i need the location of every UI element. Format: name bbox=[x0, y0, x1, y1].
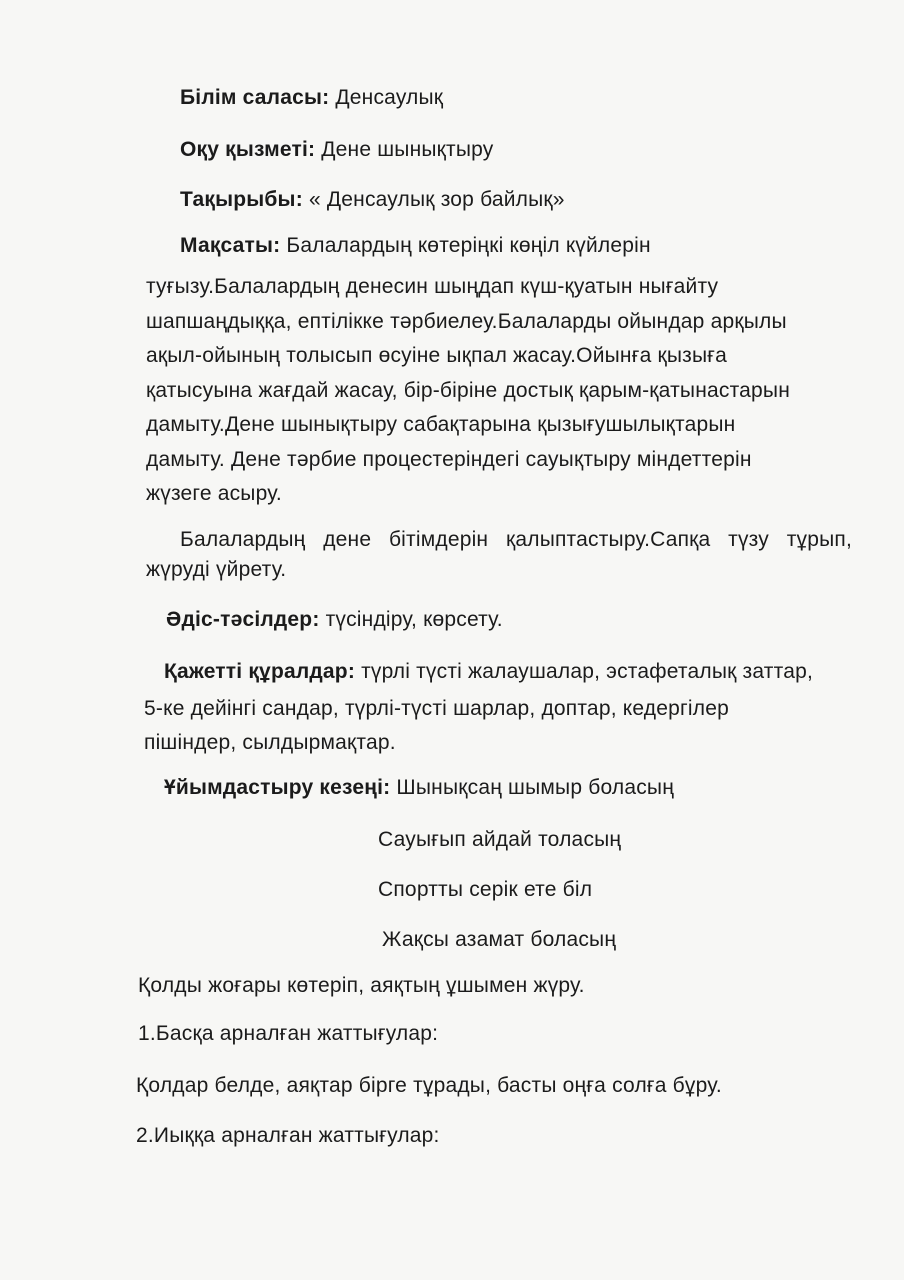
head-exercises-title: 1.Басқа арналған жаттығулар: bbox=[138, 1022, 439, 1045]
organization-line bbox=[164, 776, 674, 800]
organization-label: Ұйымдастыру кезеңі: bbox=[164, 776, 391, 799]
equipment-line: пішіндер, сылдырмақтар. bbox=[144, 731, 396, 754]
activity-label: Оқу қызметі: bbox=[180, 138, 316, 161]
shoulder-exercises-title: 2.Иыққа арналған жаттығулар: bbox=[136, 1124, 440, 1147]
methods-line bbox=[166, 608, 503, 632]
equipment-label: Қажетті құралдар: bbox=[164, 660, 356, 683]
topic-label: Тақырыбы: bbox=[180, 188, 303, 211]
goal-paragraph bbox=[146, 270, 858, 512]
goal-first-line bbox=[180, 234, 651, 258]
posture-line-1: Балалардың дене бітімдерін қалыптастыру.Сапқа түзу тұрып, bbox=[180, 528, 852, 551]
topic-value: « Денсаулық зор байлық» bbox=[308, 188, 565, 211]
equipment-first-text: түрлі түсті жалаушалар, эстафеталық заттар, bbox=[361, 660, 813, 683]
goal-first-text: Балалардың көтеріңкі көңіл күйлерін bbox=[286, 234, 651, 257]
methods-label: Әдіс-тәсілдер: bbox=[166, 608, 320, 631]
goal-line: шапшаңдыққа, ептілікке тәрбиелеу.Балаларды ойындар арқылы bbox=[146, 309, 787, 333]
goal-line: дамыту.Дене шынықтыру сабақтарына қызығушылықтарын bbox=[146, 413, 736, 436]
poem-line: Жақсы азамат боласың bbox=[382, 928, 617, 951]
activity-line bbox=[180, 138, 494, 162]
methods-value: түсіндіру, көрсету. bbox=[325, 608, 503, 631]
field-value: Денсаулық bbox=[335, 86, 444, 109]
equipment-line: 5-ке дейінгі сандар, түрлі-түсті шарлар, доптар, кедергілер bbox=[144, 697, 729, 720]
poem-line: Спортты серік ете біл bbox=[378, 878, 593, 901]
goal-line: дамыту. Дене тәрбие процестеріндегі сауықтыру міндеттерін bbox=[146, 447, 752, 471]
equipment-first-line bbox=[164, 660, 813, 684]
field-line bbox=[180, 86, 443, 110]
goal-label: Мақсаты: bbox=[180, 234, 281, 257]
poem-line: Шынықсаң шымыр боласың bbox=[396, 776, 675, 799]
poem-line: Сауығып айдай толасың bbox=[378, 828, 622, 851]
field-label: Білім саласы: bbox=[180, 86, 330, 109]
posture-line-2: жүруді үйрету. bbox=[146, 558, 287, 581]
activity-value: Дене шынықтыру bbox=[321, 138, 494, 161]
goal-line: ақыл-ойының толысып өсуіне ықпал жасау.Ойынға қызыға bbox=[146, 344, 728, 367]
goal-line: жүзеге асыру. bbox=[146, 482, 282, 505]
goal-line: туғызу.Балалардың денесин шыңдап күш-қуатын нығайту bbox=[146, 275, 719, 298]
walk-instruction: Қолды жоғары көтеріп, аяқтың ұшымен жүру. bbox=[138, 974, 585, 997]
goal-line: қатысуына жағдай жасау, бір-біріне достық қарым-қатынастарын bbox=[146, 378, 791, 402]
equipment-paragraph bbox=[144, 692, 834, 760]
topic-line bbox=[180, 188, 565, 212]
head-exercises-desc: Қолдар белде, аяқтар бірге тұрады, басты оңға солға бұру. bbox=[136, 1074, 722, 1097]
